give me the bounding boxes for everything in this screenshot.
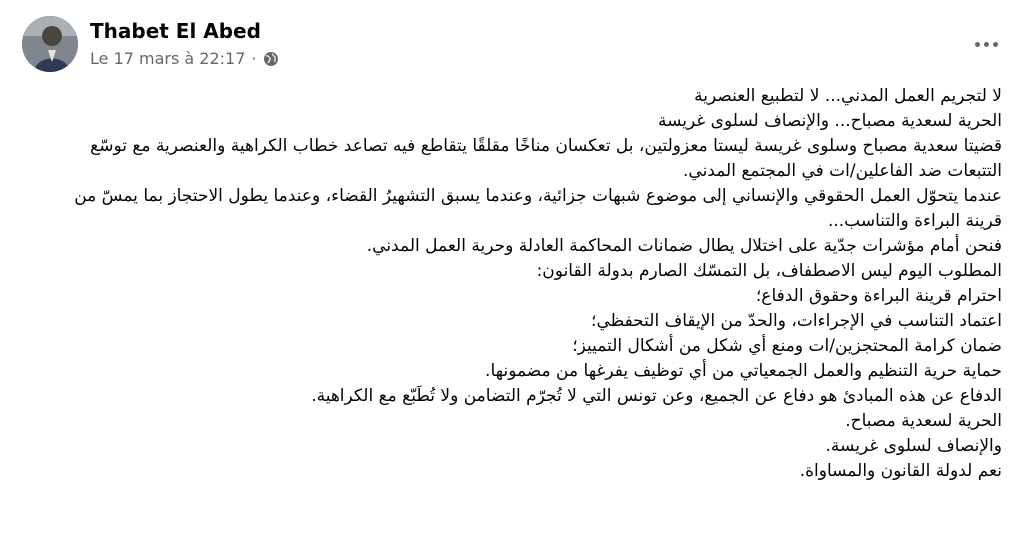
post-line: قضيتا سعدية مصباح وسلوى غريسة ليستا معزولتين، بل تعكسان مناخًا مقلقًا يتقاطع فيه تصاعد خطاب الكراهية والعنصرية مع توسّع التتبعات ضد الفاعلين/ات في المجتمع المدني. <box>90 136 1002 181</box>
post-timestamp[interactable]: Le 17 mars à 22:17 <box>90 49 246 68</box>
post-line: احترام قرينة البراءة وحقوق الدفاع؛ <box>755 286 1002 306</box>
avatar[interactable] <box>22 16 78 72</box>
post-line: عندما يتحوّل العمل الحقوقي والإنساني إلى موضوع شبهات جزائية، وعندما يسبق التشهيرُ القضاء، وعندما يطول الاحتجاز بما يمسّ من قرينة البراءة والتناسب... <box>74 186 1002 231</box>
post-line: ضمان كرامة المحتجزين/ات ومنع أي شكل من أشكال التمييز؛ <box>572 336 1002 356</box>
author-name[interactable]: Thabet El Abed <box>90 19 261 43</box>
post-line: الحرية لسعدية مصباح. <box>845 411 1002 431</box>
more-options-button[interactable] <box>968 26 1004 62</box>
more-dot <box>984 42 989 47</box>
post-line: لا لتجريم العمل المدني... لا لتطبيع العنصرية <box>694 86 1002 106</box>
more-dot <box>975 42 980 47</box>
post-body <box>60 84 1002 484</box>
more-dot <box>993 42 998 47</box>
meta-separator: · <box>251 49 257 68</box>
avatar-image <box>22 16 78 72</box>
post-line: حماية حرية التنظيم والعمل الجمعياتي من أي توظيف يفرغها من مضمونها. <box>485 361 1002 381</box>
post-line: فنحن أمام مؤشرات جدّية على اختلال يطال ضمانات المحاكمة العادلة وحرية العمل المدني. <box>366 236 1002 256</box>
post-line: الدفاع عن هذه المبادئ هو دفاع عن الجميع، وعن تونس التي لا تُجرّم التضامن ولا تُطَبّع مع الكراهية. <box>311 386 1002 406</box>
post-header <box>22 14 1004 78</box>
post-line: اعتماد التناسب في الإجراءات، والحدّ من الإيقاف التحفظي؛ <box>591 311 1002 331</box>
post-line: المطلوب اليوم ليس الاصطفاف، بل التمسّك الصارم بدولة القانون: <box>536 261 1002 281</box>
post-meta <box>90 49 279 68</box>
post-line: نعم لدولة القانون والمساواة. <box>799 461 1002 481</box>
post-line: والإنصاف لسلوى غريسة. <box>825 436 1002 456</box>
post-line: الحرية لسعدية مصباح... والإنصاف لسلوى غريسة <box>657 111 1002 131</box>
globe-icon[interactable] <box>263 51 279 67</box>
